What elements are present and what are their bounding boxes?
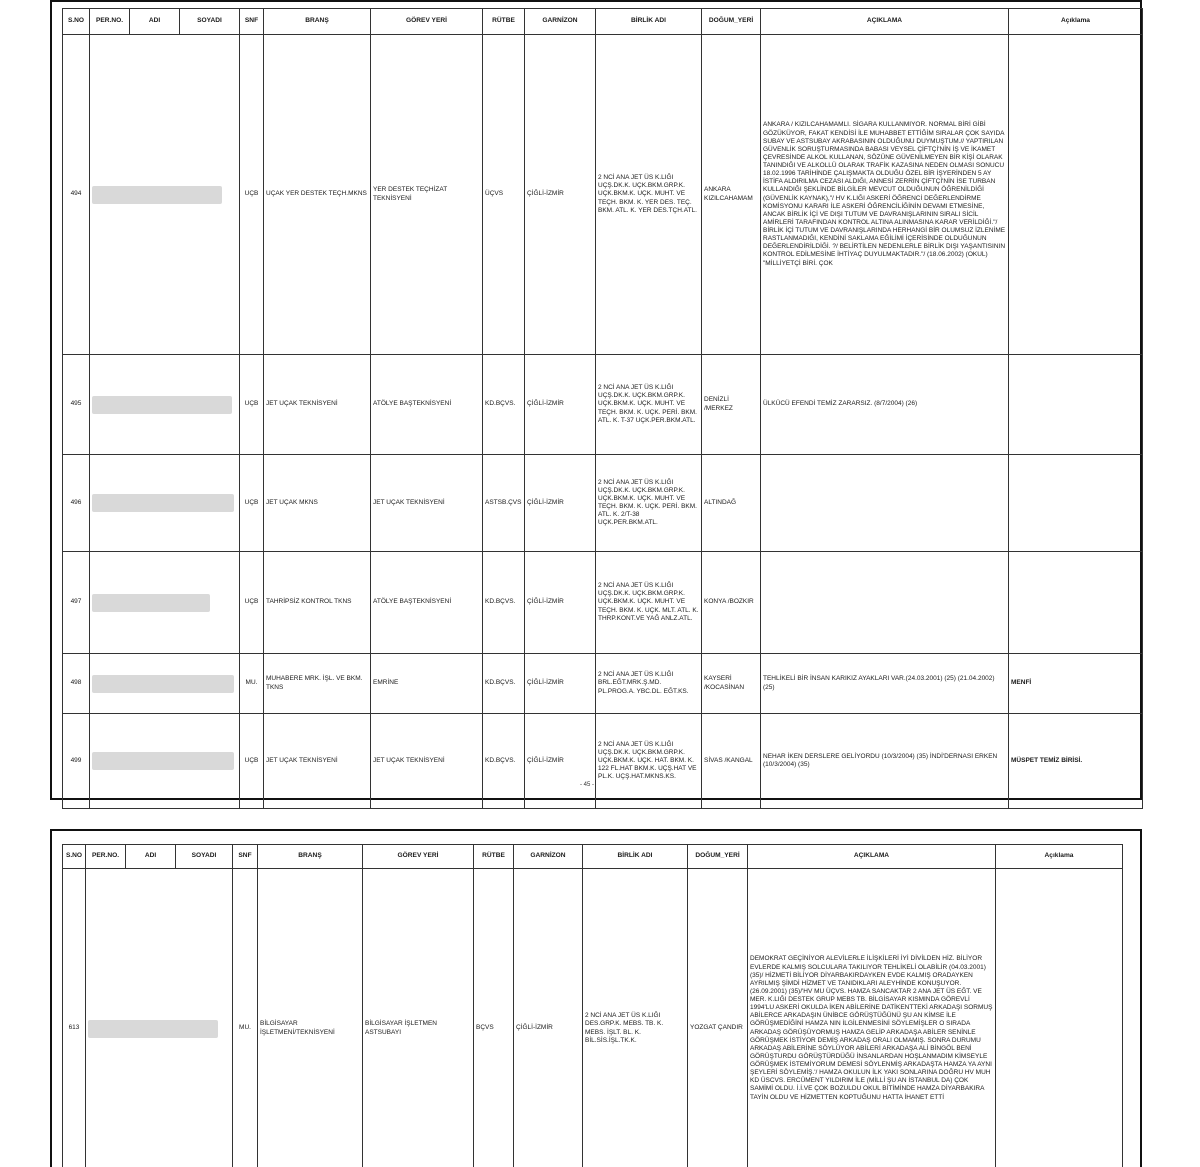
header-gorev-yeri: GÖREV YERİ	[363, 845, 474, 869]
header-sno: S.NO	[63, 845, 86, 869]
cell-sno: 496	[63, 455, 90, 552]
cell-brans: BİLGİSAYAR İŞLETMENİ/TEKNİSYENİ	[258, 869, 363, 1167]
cell-snf: UÇB	[240, 455, 264, 552]
cell-dogum-yeri: SİVAS /KANGAL	[702, 714, 761, 809]
header-garnizon: GARNİZON	[525, 9, 596, 35]
redaction-bar	[88, 1020, 218, 1038]
cell-snf: UÇB	[240, 714, 264, 809]
header-dogum-yeri: DOĞUM_YERİ	[688, 845, 748, 869]
redaction-bar	[92, 494, 234, 512]
redacted-name-block	[90, 455, 240, 552]
header-aciklama-2: Açıklama	[1009, 9, 1143, 35]
redaction-bar	[92, 594, 210, 612]
cell-aciklama-2	[1009, 355, 1143, 455]
header-snf: SNF	[233, 845, 258, 869]
redacted-name-block	[90, 355, 240, 455]
table-row	[63, 355, 1143, 455]
header-sno: S.NO	[63, 9, 90, 35]
cell-aciklama-2	[1009, 35, 1143, 355]
cell-gorev-yeri: ATÖLYE BAŞTEKNİSYENİ	[371, 552, 483, 654]
redacted-name-block	[90, 35, 240, 355]
table-row	[63, 654, 1143, 714]
cell-rutbe: KD.BÇVS.	[483, 552, 525, 654]
header-rutbe: RÜTBE	[474, 845, 514, 869]
cell-garnizon: ÇİĞLİ-İZMİR	[525, 552, 596, 654]
cell-birlik-adi: 2 NCİ ANA JET ÜS K.LIĞI BRL.EĞT.MRK.Ş.MD. PL.PROG.A. YBC.DL. EĞT.KS.	[596, 654, 702, 714]
cell-aciklama-2: MÜSPET TEMİZ BİRİSİ.	[1009, 714, 1143, 809]
table-row	[63, 552, 1143, 654]
cell-birlik-adi: 2 NCİ ANA JET ÜS K.LIĞI UÇŞ.DK.K. UÇK.BKM.GRP.K. UÇK.BKM.K. UÇK. MUHT. VE TEÇH. BKM. K. YER DES. TEÇ. BKM. ATL. K. YER DES.TÇH.ATL.	[596, 35, 702, 355]
cell-garnizon: ÇİĞLİ-İZMİR	[525, 654, 596, 714]
header-adi: ADI	[126, 845, 176, 869]
cell-brans: JET UÇAK MKNS	[264, 455, 371, 552]
header-adi: ADI	[130, 9, 180, 35]
personnel-table-2	[62, 844, 1123, 1167]
cell-sno: 498	[63, 654, 90, 714]
cell-garnizon: ÇİĞLİ-İZMİR	[514, 869, 583, 1167]
cell-dogum-yeri: KONYA /BOZKIR	[702, 552, 761, 654]
header-dogum-yeri: DOĞUM_YERİ	[702, 9, 761, 35]
redaction-bar	[92, 752, 234, 770]
table-row	[63, 714, 1143, 809]
header-rutbe: RÜTBE	[483, 9, 525, 35]
header-aciklama: AÇIKLAMA	[748, 845, 996, 869]
cell-snf: UÇB	[240, 355, 264, 455]
cell-dogum-yeri: YOZGAT ÇANDIR	[688, 869, 748, 1167]
redacted-name-block	[90, 552, 240, 654]
redacted-name-block	[86, 869, 233, 1167]
redaction-bar	[92, 396, 232, 414]
cell-snf: MU.	[240, 654, 264, 714]
header-brans: BRANŞ	[258, 845, 363, 869]
page-number: - 45 -	[580, 782, 595, 788]
cell-dogum-yeri: ALTINDAĞ	[702, 455, 761, 552]
cell-snf: UÇB	[240, 35, 264, 355]
header-brans: BRANŞ	[264, 9, 371, 35]
cell-aciklama: NEHAR İKEN DERSLERE GELİYORDU (10/3/2004) (35) İNDİ'DERNASI ERKEN (10/3/2004) (35)	[761, 714, 1009, 809]
table-row	[63, 869, 1123, 1167]
cell-sno: 494	[63, 35, 90, 355]
cell-gorev-yeri: JET UÇAK TEKNİSYENİ	[371, 714, 483, 809]
cell-rutbe: BÇVS	[474, 869, 514, 1167]
cell-sno: 495	[63, 355, 90, 455]
header-aciklama-2: Açıklama	[996, 845, 1123, 869]
cell-garnizon: ÇİĞLİ-İZMİR	[525, 455, 596, 552]
header-garnizon: GARNİZON	[514, 845, 583, 869]
cell-sno: 499	[63, 714, 90, 809]
cell-aciklama	[761, 552, 1009, 654]
cell-gorev-yeri: JET UÇAK TEKNİSYENİ	[371, 455, 483, 552]
cell-gorev-yeri: ATÖLYE BAŞTEKNİSYENİ	[371, 355, 483, 455]
cell-brans: JET UÇAK TEKNİSYENİ	[264, 714, 371, 809]
document-page-2	[50, 829, 1142, 1167]
cell-birlik-adi: 2 NCİ ANA JET ÜS K.LIĞI UÇŞ.DK.K. UÇK.BKM.GRP.K. UÇK.BKM.K. UÇK. HAT. BKM. K. 122 FL.HAT BKM.K. UÇŞ.HAT VE PL.K. UÇŞ.HAT.MKNS.KS.	[596, 714, 702, 809]
cell-aciklama-2: MENFİ	[1009, 654, 1143, 714]
personnel-table-1	[62, 8, 1143, 809]
cell-snf: MU.	[233, 869, 258, 1167]
cell-aciklama: DEMOKRAT GEÇİNİYOR ALEVİLERLE İLİŞKİLERİ İYİ DİVİLDEN HİZ. BİLİYOR EVLERDE KALMIŞ SOLCULARA TAKILIYOR TEHLİKELİ OLABİLİR (04.03.2001) (35)/ HİZMETİ BİLİYOR DİYARBAKIRDAYKEN EVDE KALMIŞ ORADAYKEN AYRILMIŞ ŞİMDİ HİZMET VE TANIDIKLARI ALEYHİNDE KONUŞUYOR. (26.09.2001) (35)/'HV MU ÜÇVS. HAMZA SANCAKTAR 2 ANA JET ÜS EĞT. VE MER. K.LIĞI DESTEK GRUP MEBS TB. BİLGİSAYAR KISMINDA GÖREVLİ 1994'LU ASKERİ OKULDA İKEN ABİLERİNE DATİKENTTEKİ ARKADAŞI SORMUŞ ABİLERCE ARKADAŞIN ÜNİBCE GÖRÜŞTÜĞÜNÜ ŞU AN KİMSE İLE GÖRÜŞMEDİĞİNİ HAMZA NIN İLGİLENMESİNİ SÖYLEMİŞLER O SIRADA ARKADAŞ GÖRÜŞÜYORMUŞ HAMZA GELİP ARKADAŞA ABİLER SENİNLE GÖRÜŞMEK İSTİYOR DEMİŞ ARKADAŞ ORALI OLMAMIŞ. SONRA DURUMU ARKADAŞ ABİLERİNE SÖYLÜYOR ABİLERİ ARKADAŞA ALİ BİNGÖL BENİ GÖRÜŞTURDU GÖRÜŞTÜRDÜĞÜ İNSANLARDAN HOŞLANMADIM KİMSEYLE GÖRÜŞMEK İSTEMİYORUM DEMESİ SÖYLENMİŞ ARKADAŞTA HAMZA YA AYNI ŞEYLERİ SÖYLEMİŞ.'/ HAMZA OKULUN İLK YAKI SONLARINA DOĞRU HV MUH KD ÜSCVS. ERCÜMENT YILDIRIM İLE (MİLLİ ŞU AN İSTANBUL DA) ÇOK SAMİMİ OLDU. İ.İ.VE ÇOK BOZULDU OKUL BİTİMİNDE HAMZA DİYARBAKIRA TAYİN OLDU VE HİZMETTEN KOPTUĞUNU HATTA İHANET ETTİ	[748, 869, 996, 1167]
table-header-row	[63, 9, 1143, 35]
cell-gorev-yeri: YER DESTEK TEÇHİZAT TEKNİSYENİ	[371, 35, 483, 355]
header-perno: PER.NO.	[90, 9, 130, 35]
header-soyadi: SOYADI	[176, 845, 233, 869]
cell-garnizon: ÇİĞLİ-İZMİR	[525, 355, 596, 455]
cell-aciklama: ANKARA / KIZILCAHAMAMLI. SİGARA KULLANMIYOR. NORMAL BİRİ GİBİ GÖZÜKÜYOR, FAKAT KENDİSİ İLE MUHABBET ETTİĞİM SIRALAR ÇOK SAYIDA SUBAY VE ASTSUBAY AKRABASININ OLDUĞUNU DUYMUŞTUM.// YAPTIRILAN GÜVENLİK SORUŞTURMASINDA BABASI VEYSEL ÇİFTÇİ'NİN İŞ VE İKAMET ÇEVRESİNDE ALKOL KULLANAN, SÖZÜNE GÜVENİLMEYEN BİR KİŞİ OLARAK TANINDIĞI VE ALKOLLÜ OLARAK TRAFİK KAZASINA NEDEN OLMASI SONUCU 18.02.1996 TARİHİNDE ÇALIŞMAKTA OLDUĞU ÖZEL BİR İŞYERİNDEN 5 AY İSTİFA ALDIRILMA CEZASI ALDIĞI, ANNESİ ZERRİN ÇİFTÇİ'NİN İSE TURBAN KULLANDIĞI ŞEKLİNDE BİLGİLER MEVCUT OLDUĞUNUN ÖĞRENİLDİĞİ (GÜVENLİK KAYNAK),"/ HV K.LIĞI ASKERİ ÖĞRENCİ DEĞERLENDİRME KOMİSYONU KARARI İLE ASKERİ ÖĞRENCİLİĞİNİN DEVAMI ETMESİNE, ANCAK BİRLİK İÇİ VE DIŞI TUTUM VE DAVRANIŞLARININ SIRALI SİCİL AMİRLERİ TARAFINDAN KONTROL ALTINA ALINMASINA KARAR VERİLDİĞİ."/ BİRLİK İÇİ TUTUM VE DAVRANIŞLARINDA HERHANGİ BİR OLUMSUZ İZLENİME RASTLANMADIĞI, KENDİNİ SAKLAMA EĞİLİMİ İÇERİSİNDE OLDUĞUNUN DEĞERLENDİRİLDİĞİ. ?/ BELİRTİLEN NEDENLERLE BİRLİK DIŞI YAŞANTISININ KONTROL EDİLMESİNE İHTİYAÇ DUYULMAKTADIR."/ (18.06.2002) (OKUL) "MİLLİYETÇİ BİRİ. ÇOK	[761, 35, 1009, 355]
cell-aciklama-2	[996, 869, 1123, 1167]
redacted-name-block	[90, 654, 240, 714]
cell-birlik-adi: 2 NCİ ANA JET ÜS K.LIĞI UÇŞ.DK.K. UÇK.BKM.GRP.K. UÇK.BKM.K. UÇK. MUHT. VE TEÇH. BKM. K. UÇK. MLT. ATL. K. THRP.KONT.VE YAĞ ANLZ.ATL.	[596, 552, 702, 654]
cell-garnizon: ÇİĞLİ-İZMİR	[525, 35, 596, 355]
cell-gorev-yeri: EMRİNE	[371, 654, 483, 714]
table-header-row	[63, 845, 1123, 869]
cell-rutbe: ÜÇVS	[483, 35, 525, 355]
cell-dogum-yeri: ANKARA KIZILCAHAMAM	[702, 35, 761, 355]
document-page-1	[50, 0, 1142, 800]
header-birlik-adi: BİRLİK ADI	[583, 845, 688, 869]
cell-brans: UÇAK YER DESTEK TEÇH.MKNS	[264, 35, 371, 355]
cell-sno: 497	[63, 552, 90, 654]
table-row	[63, 455, 1143, 552]
header-snf: SNF	[240, 9, 264, 35]
cell-aciklama	[761, 455, 1009, 552]
cell-sno: 613	[63, 869, 86, 1167]
header-aciklama: AÇIKLAMA	[761, 9, 1009, 35]
header-birlik-adi: BİRLİK ADI	[596, 9, 702, 35]
cell-dogum-yeri: DENİZLİ /MERKEZ	[702, 355, 761, 455]
cell-birlik-adi: 2 NCİ ANA JET ÜS K.LIĞI UÇŞ.DK.K. UÇK.BKM.GRP.K. UÇK.BKM.K. UÇK. MUHT. VE TEÇH. BKM. K. UÇK. PERİ. BKM. ATL. K. 2/T-38 UÇK.PER.BKM.ATL.	[596, 455, 702, 552]
header-gorev-yeri: GÖREV YERİ	[371, 9, 483, 35]
redacted-name-block	[90, 714, 240, 809]
cell-birlik-adi: 2 NCİ ANA JET ÜS K.LIĞI DES.GRP.K. MEBS. TB. K. MEBS. İŞLT. BL. K. BİL.SİS.İŞL.TK.K.	[583, 869, 688, 1167]
cell-aciklama-2	[1009, 552, 1143, 654]
table-row	[63, 35, 1143, 355]
cell-aciklama-2	[1009, 455, 1143, 552]
cell-aciklama: ÜLKÜCÜ EFENDİ TEMİZ ZARARSIZ. (8/7/2004) (26)	[761, 355, 1009, 455]
cell-aciklama: TEHLİKELİ BİR İNSAN KARIKIZ AYAKLARI VAR.(24.03.2001) (25) (21.04.2002) (25)	[761, 654, 1009, 714]
header-soyadi: SOYADI	[180, 9, 240, 35]
cell-brans: JET UÇAK TEKNİSYENİ	[264, 355, 371, 455]
cell-birlik-adi: 2 NCİ ANA JET ÜS K.LIĞI UÇŞ.DK.K. UÇK.BKM.GRP.K. UÇK.BKM.K. UÇK. MUHT. VE TEÇH. BKM. K. UÇK. PERİ. BKM. ATL. K. T-37 UÇK.PER.BKM.ATL.	[596, 355, 702, 455]
header-perno: PER.NO.	[86, 845, 126, 869]
cell-rutbe: ASTSB.ÇVS	[483, 455, 525, 552]
cell-gorev-yeri: BİLGİSAYAR İŞLETMEN ASTSUBAYI	[363, 869, 474, 1167]
cell-garnizon: ÇİĞLİ-İZMİR	[525, 714, 596, 809]
cell-dogum-yeri: KAYSERİ /KOCASİNAN	[702, 654, 761, 714]
cell-rutbe: KD.BÇVS.	[483, 355, 525, 455]
cell-snf: UÇB	[240, 552, 264, 654]
redaction-bar	[92, 186, 222, 204]
cell-brans: MUHABERE MRK. İŞL. VE BKM. TKNS	[264, 654, 371, 714]
cell-rutbe: KD.BÇVS.	[483, 654, 525, 714]
cell-rutbe: KD.BÇVS.	[483, 714, 525, 809]
redaction-bar	[92, 675, 234, 693]
cell-brans: TAHRİPSİZ KONTROL TKNS	[264, 552, 371, 654]
